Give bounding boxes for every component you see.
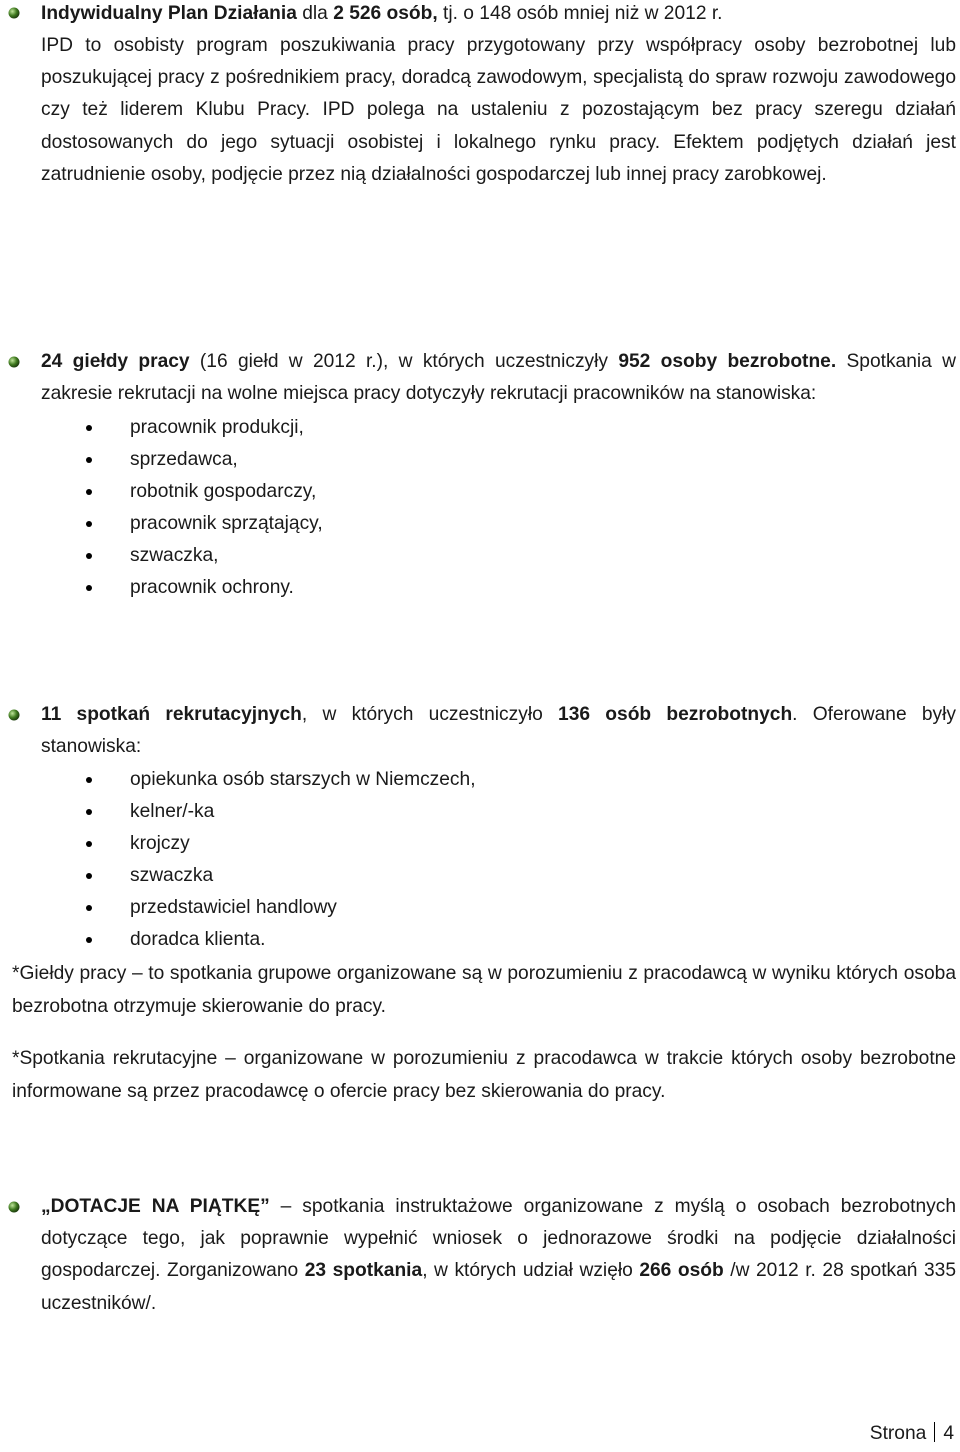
black-dot-icon <box>86 457 92 463</box>
job-fairs-paragraph <box>41 346 956 410</box>
list-item: pracownik ochrony. <box>86 572 786 604</box>
list-item: szwaczka, <box>86 540 786 572</box>
recruitment-meetings-participants: 136 osób bezrobotnych <box>558 704 793 725</box>
list-item: szwaczka <box>86 860 786 892</box>
ipd-count: 2 526 osób, <box>333 3 438 24</box>
grants-title: „DOTACJE NA PIĄTKĘ” <box>41 1196 270 1217</box>
black-dot-icon <box>86 937 92 943</box>
list-item: robotnik gospodarczy, <box>86 476 786 508</box>
ipd-body: IPD to osobisty program poszukiwania pracy przygotowany przy współpracy osoby bezrobotnej lub poszukującej pracy z pośrednikiem pracy, doradcą zawodowym, specjalistą do spraw rozwoju zawodowego czy też liderem Klubu Pracy. IPD polega na ustaleniu z pozostającym bez pracy szeregu działań dostosowanych do jego sytuacji osobistej i lokalnego rynku pracy. Efektem podjętych działań jest zatrudnienie osoby, podjęcie przez nią działalności gospodarczej lub innej pracy zarobkowej. <box>41 35 956 185</box>
grants-meetings-count: 23 spotkania <box>304 1260 423 1282</box>
black-dot-icon <box>86 873 92 879</box>
black-dot-icon <box>86 489 92 495</box>
ipd-title: Indywidualny Plan Działania <box>41 3 297 24</box>
job-fairs-note: *Giełdy pracy – to spotkania grupowe organizowane są w porozumieniu z pracodawcą w wyniku których osoba bezrobotna otrzymuje skierowanie do pracy. <box>12 963 956 1017</box>
black-dot-icon <box>86 905 92 911</box>
black-dot-icon <box>86 521 92 527</box>
green-sphere-icon <box>8 1201 20 1213</box>
black-dot-icon <box>86 553 92 559</box>
job-fairs-positions-list <box>86 412 786 605</box>
black-dot-icon <box>86 425 92 431</box>
list-item: krojczy <box>86 828 786 860</box>
grants-text-2: , w których udział wzięło <box>422 1260 640 1282</box>
black-dot-icon <box>86 841 92 847</box>
job-fairs-participants: 952 osoby bezrobotne. <box>618 351 837 372</box>
footer-divider <box>934 1422 935 1442</box>
green-sphere-icon <box>8 709 20 721</box>
list-item: doradca klienta. <box>86 924 786 956</box>
recruitment-positions-list <box>86 764 786 957</box>
recruitment-meetings-mid: , w których uczestniczyło <box>301 704 559 725</box>
grants-text-1: – spotkania instruktażowe organizowane z myślą o osobach bezrobotnych dotyczące tego, jak poprawnie wypełnić wniosek o jednorazowe środki na podjęcie działalności gospodarczej. Zorganizowano <box>41 1196 956 1282</box>
grants-paragraph <box>41 1191 956 1320</box>
grants-people-count: 266 osób <box>639 1260 724 1282</box>
black-dot-icon <box>86 777 92 783</box>
page-footer <box>870 1420 954 1448</box>
grants-text-3: /w 2012 r. 28 spotkań 335 uczestników/. <box>41 1260 957 1314</box>
list-item: opiekunka osób starszych w Niemczech, <box>86 764 786 796</box>
black-dot-icon <box>86 585 92 591</box>
ipd-title-mid: dla <box>296 3 334 24</box>
list-item: przedstawiciel handlowy <box>86 892 786 924</box>
ipd-title-rest: tj. o 148 osób mniej niż w 2012 r. <box>437 3 723 24</box>
job-fairs-mid: (16 giełd w 2012 r.), w których uczestniczyły <box>189 351 619 372</box>
ipd-heading <box>41 0 956 30</box>
green-sphere-icon <box>8 7 20 19</box>
page-number: 4 <box>943 1423 954 1444</box>
green-sphere-icon <box>8 356 20 368</box>
list-item: pracownik sprzątający, <box>86 508 786 540</box>
black-dot-icon <box>86 809 92 815</box>
footer-label: Strona <box>869 1423 927 1444</box>
list-item: kelner/-ka <box>86 796 786 828</box>
recruitment-meetings-note: *Spotkania rekrutacyjne – organizowane w porozumieniu z pracodawca w trakcie których osoby bezrobotne informowane są przez pracodawcę o ofercie pracy bez skierowania do pracy. <box>12 1048 956 1102</box>
job-fairs-rest: Spotkania w zakresie rekrutacji na wolne miejsca pracy dotyczyły rekrutacji pracowników na stanowiska: <box>41 351 956 405</box>
job-fairs-count: 24 giełdy pracy <box>41 351 190 372</box>
list-item: sprzedawca, <box>86 444 786 476</box>
recruitment-meetings-rest: . Oferowane były stanowiska: <box>41 704 956 758</box>
recruitment-meetings-paragraph <box>41 699 956 763</box>
list-item: pracownik produkcji, <box>86 412 786 444</box>
recruitment-meetings-count: 11 spotkań rekrutacyjnych <box>41 704 302 725</box>
